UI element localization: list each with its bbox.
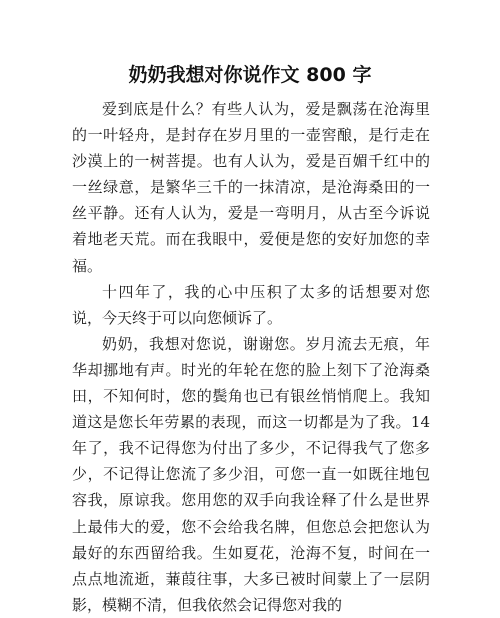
document-title: 奶奶我想对你说作文 800 字 [128, 64, 372, 86]
document-body [72, 96, 430, 618]
paragraph-3: 奶奶，我想对您说，谢谢您。岁月流去无痕，年华却挪地有声。时光的年轮在您的脸上刻下了沧海桑田，不知何时，您的鬓角也已有银丝悄悄爬上。我知道这是您长年劳累的表现，而这一切都是为了我。14年了，我不记得您为付出了多少，不记得我气了您多少，不记得让您流了多少泪，可您一直一如既往地包容我，原谅我。您用您的双手向我诠释了什么是世界上最伟大的爱，您不会给我名牌，但您总会把您认为最好的东西留给我。生如夏花，沧海不复，时间在一点点地流逝，蒹葭往事，大多已被时间蒙上了一层阴影，模糊不清，但我依然会记得您对我的 [72, 334, 430, 614]
paragraph-2: 十四年了，我的心中压积了太多的话想要对您说，今天终于可以向您倾诉了。 [72, 282, 430, 327]
paragraph-1: 爱到底是什么？有些人认为，爱是飘荡在沧海里的一叶轻舟，是封存在岁月里的一壶窖酿，是行走在沙漠上的一树菩提。也有人认为，爱是百媚千红中的一丝绿意，是繁华三千的一抹清凉，是沧海桑田的一丝平静。还有人认为，爱是一弯明月，从古至今诉说着地老天荒。而在我眼中，爱便是您的安好加您的幸福。 [72, 100, 430, 275]
